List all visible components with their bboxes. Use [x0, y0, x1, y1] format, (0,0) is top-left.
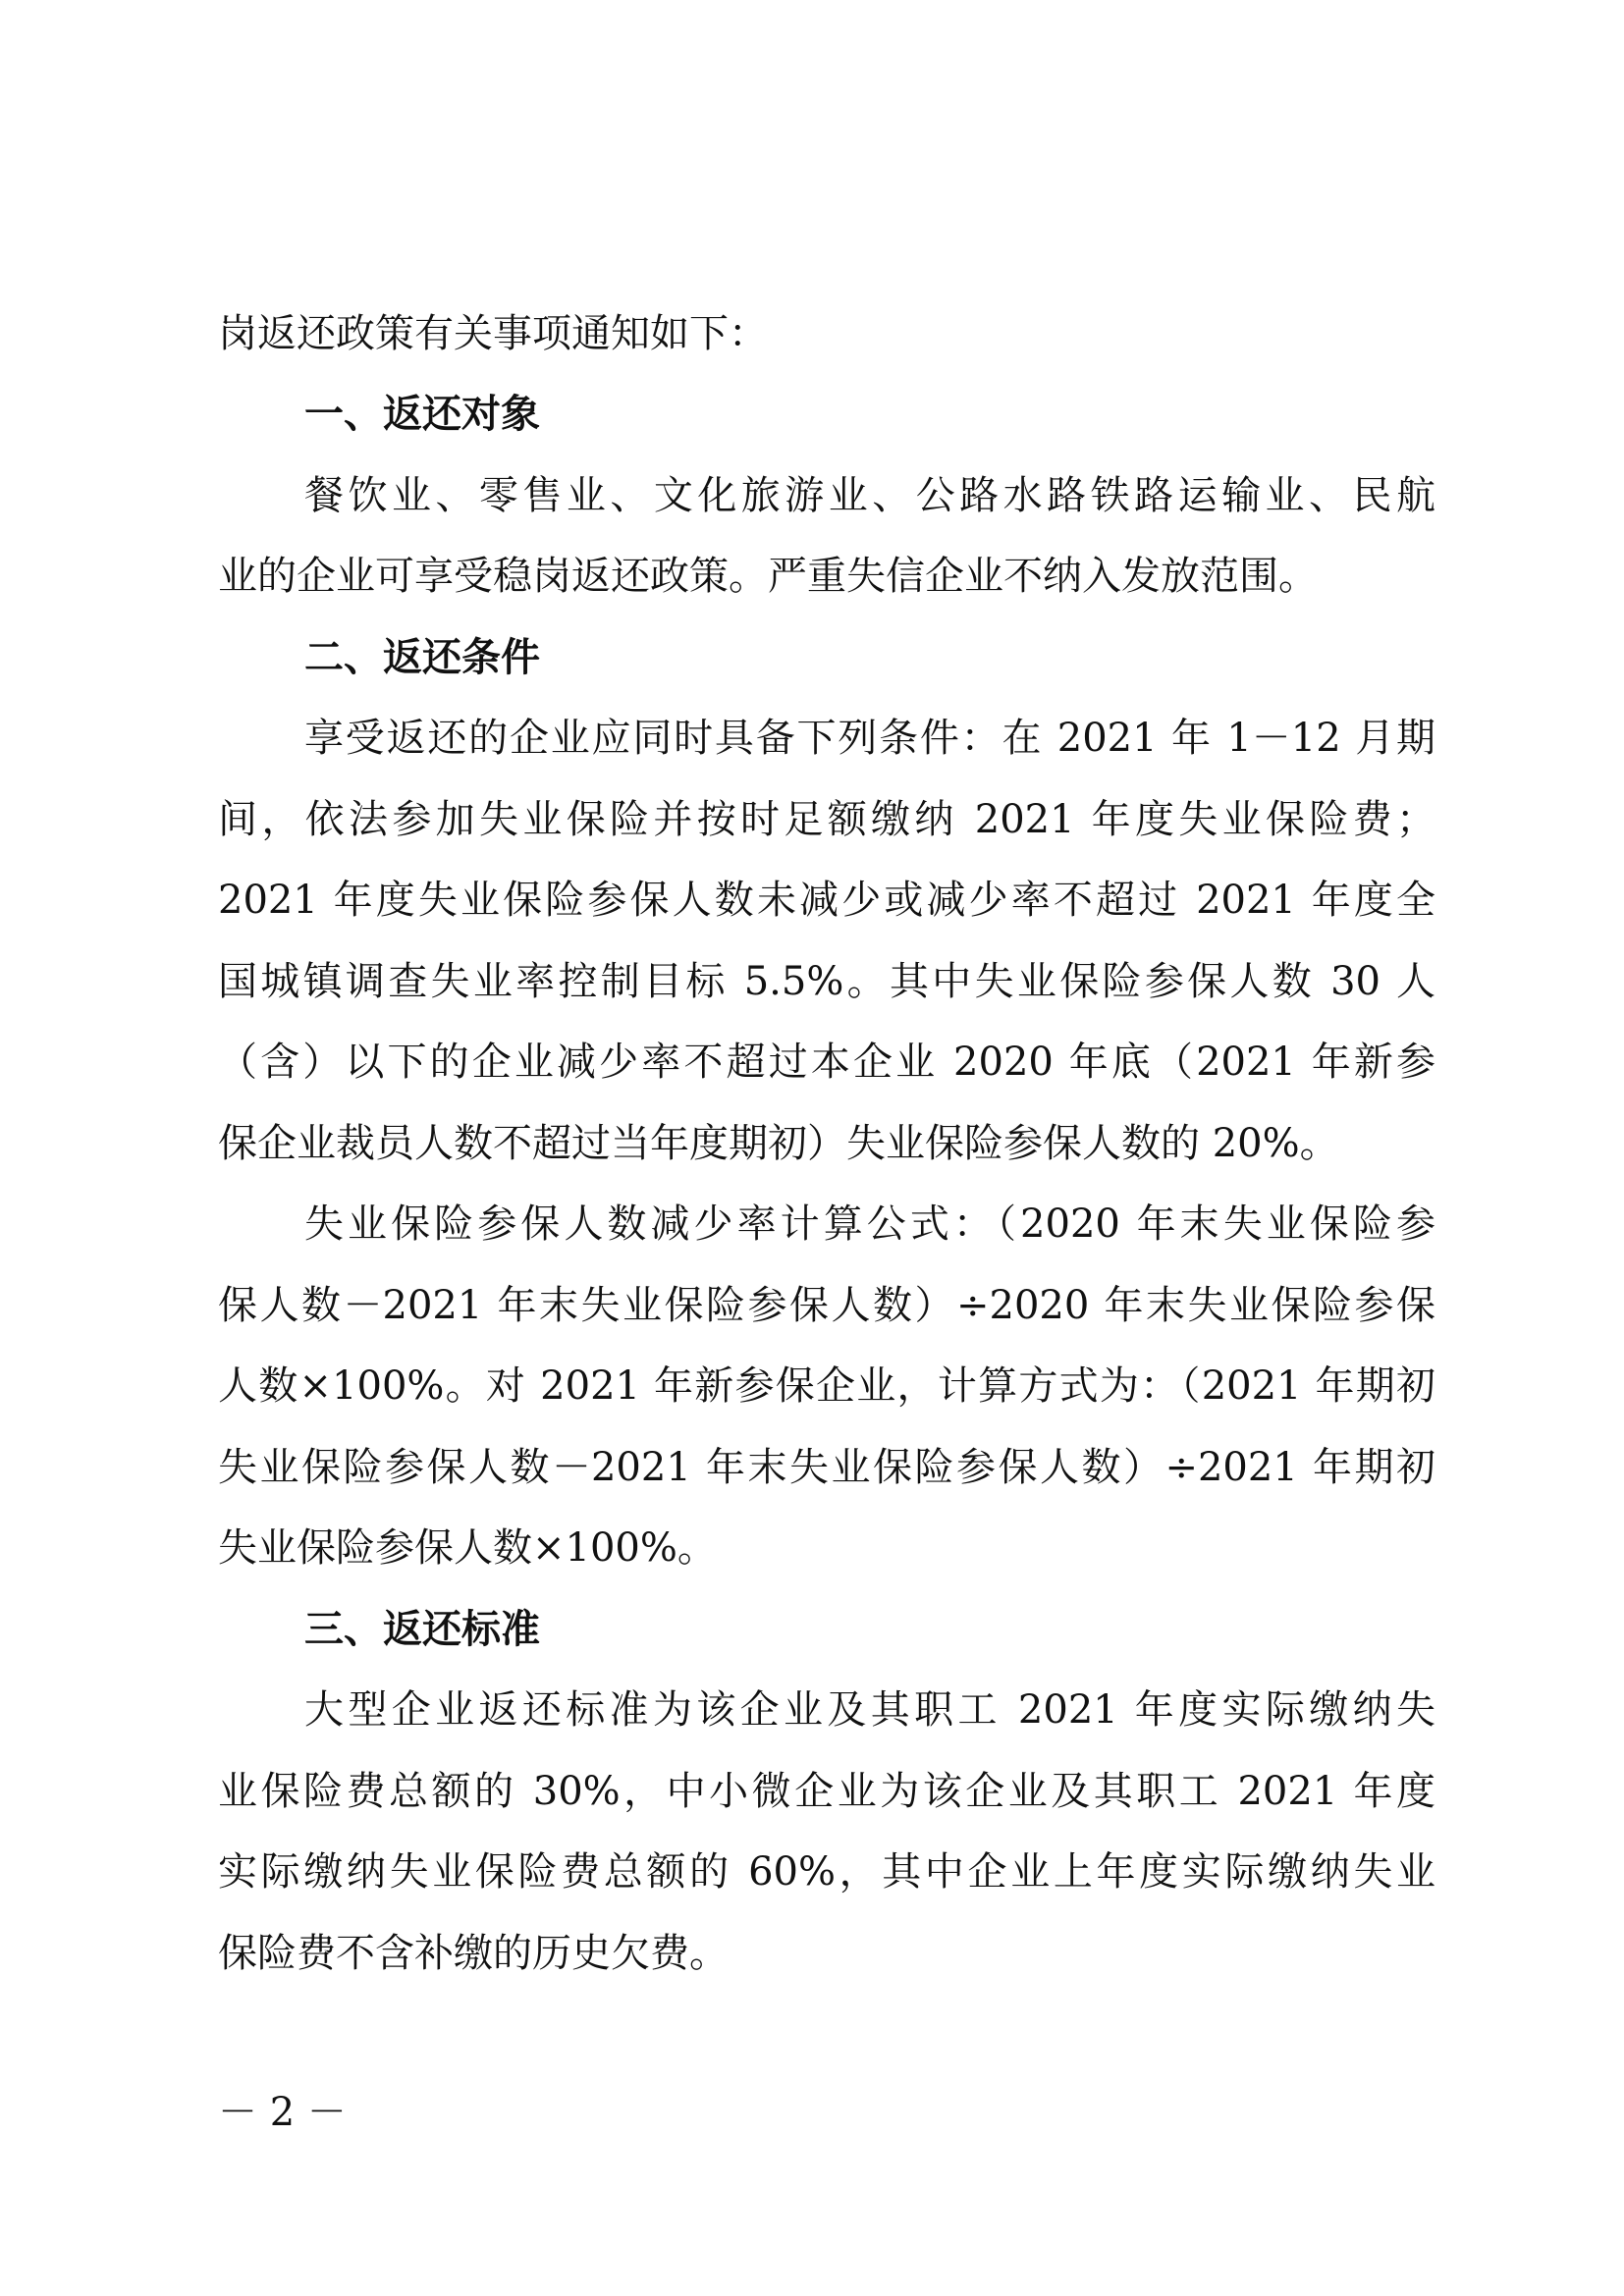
paragraph-line: 享受返还的企业应同时具备下列条件：在 2021 年 1－12 月期 [304, 716, 1435, 761]
paragraph-line: 国城镇调查失业率控制目标 5.5%。其中失业保险参保人数 30 人 [218, 959, 1435, 1004]
paragraph-line: 失业保险参保人数减少率计算公式：（2020 年末失业保险参 [304, 1201, 1435, 1247]
section-heading-return-conditions: 二、返还条件 [304, 635, 540, 680]
paragraph-line: 大型企业返还标准为该企业及其职工 2021 年度实际缴纳失 [304, 1687, 1435, 1733]
page-number: － 2 － [218, 2090, 347, 2135]
paragraph-line: 间，依法参加失业保险并按时足额缴纳 2021 年度失业保险费； [218, 797, 1435, 842]
paragraph-line: 人数×100%。对 2021 年新参保企业，计算方式为：（2021 年期初 [218, 1363, 1435, 1409]
paragraph-line: 保人数－2021 年末失业保险参保人数）÷2020 年末失业保险参保 [218, 1283, 1435, 1328]
paragraph-line: 失业保险参保人数×100%。 [218, 1525, 717, 1571]
section-heading-return-standard: 三、返还标准 [304, 1607, 540, 1652]
section-heading-return-target: 一、返还对象 [304, 392, 540, 437]
paragraph-line: 业保险费总额的 30%，中小微企业为该企业及其职工 2021 年度 [218, 1769, 1435, 1814]
paragraph-line: 保险费不含补缴的历史欠费。 [218, 1931, 729, 1976]
paragraph-line: 餐饮业、零售业、文化旅游业、公路水路铁路运输业、民航 [304, 473, 1435, 518]
paragraph-line: （含）以下的企业减少率不超过本企业 2020 年底（2021 年新参 [218, 1040, 1435, 1085]
paragraph-line: 保企业裁员人数不超过当年度期初）失业保险参保人数的 20%。 [218, 1121, 1339, 1166]
paragraph-line: 失业保险参保人数－2021 年末失业保险参保人数）÷2021 年期初 [218, 1445, 1435, 1490]
paragraph-line: 2021 年度失业保险参保人数未减少或减少率不超过 2021 年度全 [218, 878, 1435, 923]
intro-line: 岗返还政策有关事项通知如下： [218, 311, 768, 356]
paragraph-line: 实际缴纳失业保险费总额的 60%，其中企业上年度实际缴纳失业 [218, 1849, 1435, 1895]
paragraph-line: 业的企业可享受稳岗返还政策。严重失信企业不纳入发放范围。 [218, 554, 1318, 599]
